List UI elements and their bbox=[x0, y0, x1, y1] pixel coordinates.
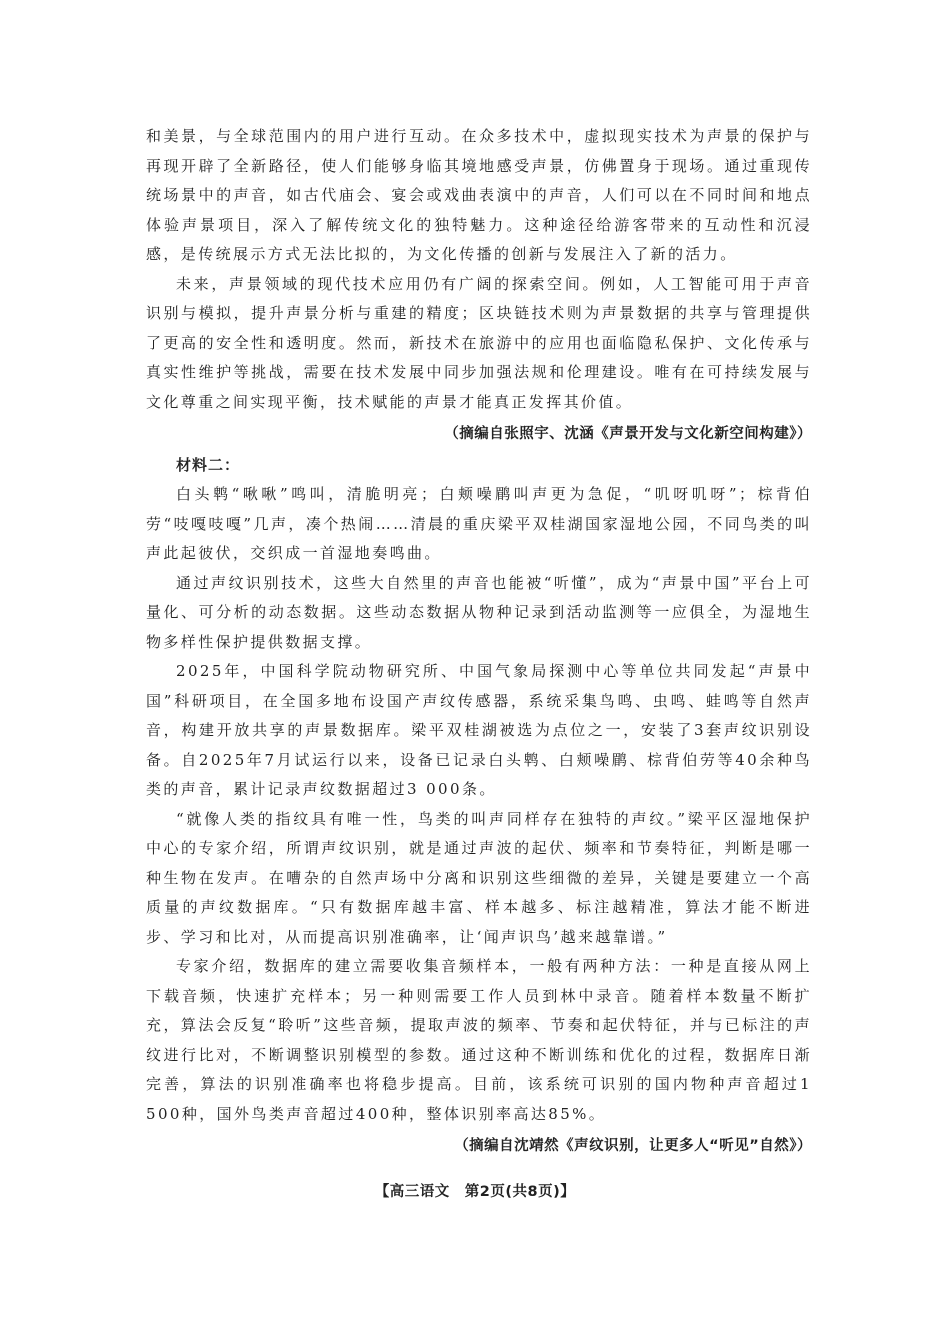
article1-source: （摘编自张照宇、沈涵《声景开发与文化新空间构建》） bbox=[444, 426, 812, 442]
article2-paragraph-4: “就像人类的指纹具有唯一性，鸟类的叫声同样存在独特的声纹。”梁平区湿地保护中心的专家介绍，所谓声纹识别，就是通过声波的起伏、频率和节奏特征，判断是哪一种生物在发声。在嘈杂的自然声场中分离和识别这些细微的差异，关键是要建立一个高质量的声纹数据库。“只有数据库越丰富、样本越多、标注越精准，算法才能不断进步、学习和比对，从而提高识别准确率，让‘闻声识鸟’越来越靠谱。” bbox=[146, 809, 812, 946]
page-footer: 【高三语文 第2页(共8页)】 bbox=[374, 1184, 576, 1200]
article1-paragraph-2: 未来，声景领域的现代技术应用仍有广阔的探索空间。例如，人工智能可用于声音识别与模拟，提升声景分析与重建的精度；区块链技术则为声景数据的共享与管理提供了更高的安全性和透明度。然而，新技术在旅游中的应用也面临隐私保护、文化传承与真实性维护等挑战，需要在技术发展中同步加强法规和伦理建设。唯有在可持续发展与文化尊重之间实现平衡，技术赋能的声景才能真正发挥其价值。 bbox=[146, 274, 812, 411]
article2-paragraph-5: 专家介绍，数据库的建立需要收集音频样本，一般有两种方法：一种是直接从网上下载音频，快速扩充样本；另一种则需要工作人员到林中录音。随着样本数量不断扩充，算法会反复“聆听”这些音频，提取声波的频率、节奏和起伏特征，并与已标注的声纹进行比对，不断调整识别模型的参数。通过这种不断训练和优化的过程，数据库日渐完善，算法的识别准确率也将稳步提高。目前，该系统可识别的国内物种声音超过1 500种，国外鸟类声音超过400种，整体识别率高达85%。 bbox=[146, 957, 812, 1123]
article2-source: （摘编自沈靖然《声纹识别，让更多人“听见”自然》） bbox=[454, 1138, 812, 1154]
article2-paragraph-2: 通过声纹识别技术，这些大自然里的声音也能被“听懂”，成为“声景中国”平台上可量化、可分析的动态数据。这些动态数据从物种记录到活动监测等一应俱全，为湿地生物多样性保护提供数据支撑。 bbox=[146, 573, 812, 651]
material-2-heading: 材料二： bbox=[176, 456, 241, 474]
article2-paragraph-1: 白头鹎“啾啾”鸣叫，清脆明亮；白颊噪鹛叫声更为急促，“叽呀叽呀”；棕背伯劳“吱嘎吱嘎”几声，凑个热闹……清晨的重庆梁平双桂湖国家湿地公园，不同鸟类的叫声此起彼伏，交织成一首湿地奏鸣曲。 bbox=[146, 485, 812, 562]
article2-paragraph-3: 2025年，中国科学院动物研究所、中国气象局探测中心等单位共同发起“声景中国”科研项目，在全国多地布设国产声纹传感器，系统采集鸟鸣、虫鸣、蛙鸣等自然声音，构建开放共享的声景数据库。梁平双桂湖被选为点位之一，安装了3套声纹识别设备。自2025年7月试运行以来，设备已记录白头鹎、白颊噪鹛、棕背伯劳等40余种鸟类的声音，累计记录声纹数据超过3 000条。 bbox=[146, 662, 812, 798]
article1-paragraph-1: 和美景，与全球范围内的用户进行互动。在众多技术中，虚拟现实技术为声景的保护与再现开辟了全新路径，使人们能够身临其境地感受声景，仿佛置身于现场。通过重现传统场景中的声音，如古代庙会、宴会或戏曲表演中的声音，人们可以在不同时间和地点体验声景项目，深入了解传统文化的独特魅力。这种途径给游客带来的互动性和沉浸感，是传统展示方式无法比拟的，为文化传播的创新与发展注入了新的活力。 bbox=[146, 127, 812, 263]
